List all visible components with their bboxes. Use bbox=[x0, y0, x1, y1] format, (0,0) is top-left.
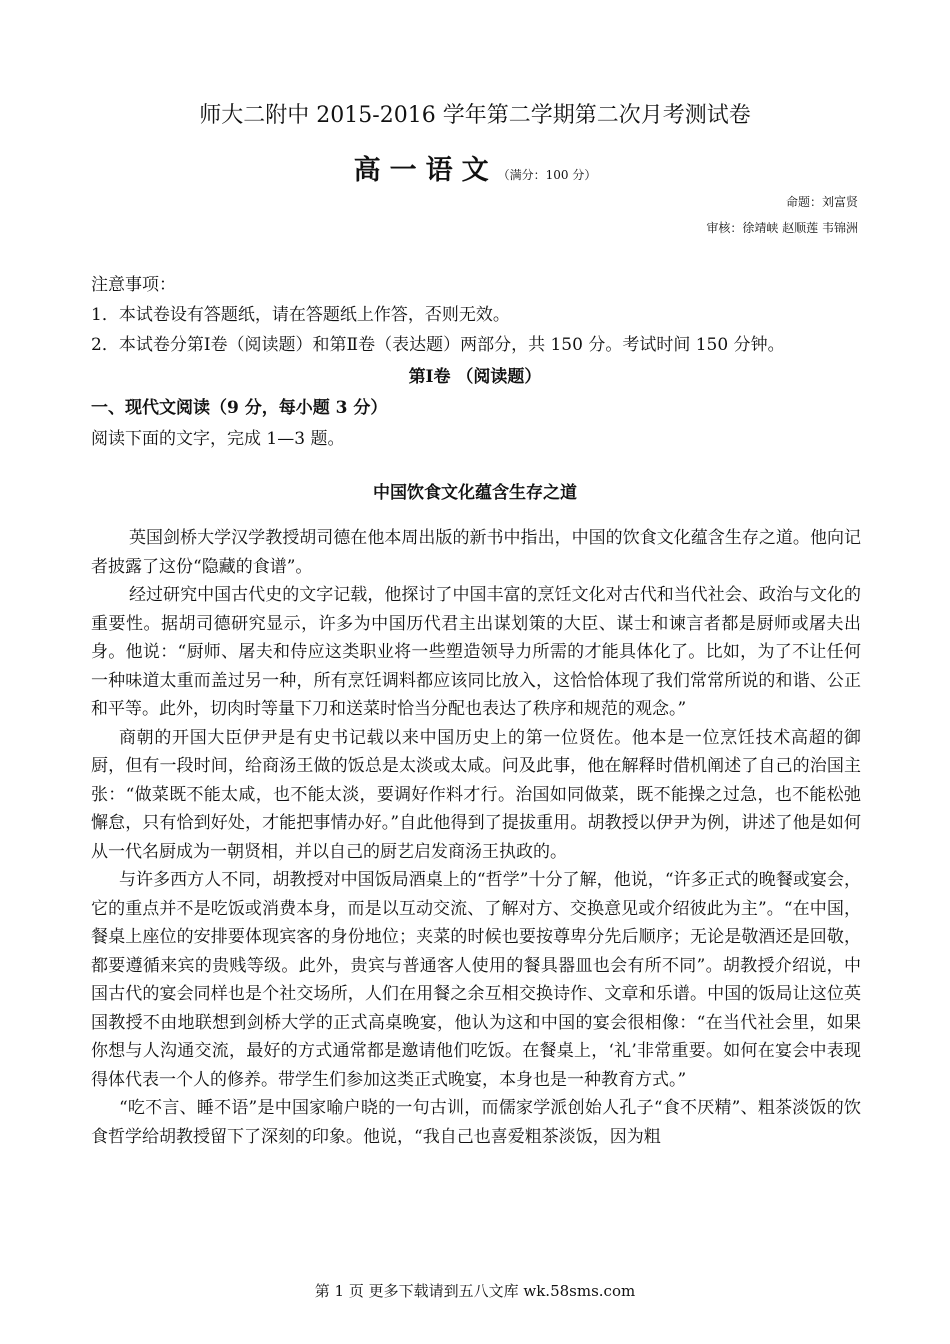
score-note: （满分：100 分） bbox=[497, 168, 597, 182]
reviewer-line: 审核：徐靖峡 赵顺莲 韦锦洲 bbox=[706, 221, 858, 235]
article-paragraph: 英国剑桥大学汉学教授胡司德在他本周出版的新书中指出，中国的饮食文化蕴含生存之道。他向记者披露了这份“隐藏的食谱”。 bbox=[91, 528, 861, 577]
section-instruction: 阅读下面的文字，完成 1—3 题。 bbox=[91, 429, 345, 449]
article-paragraph: 商朝的开国大臣伊尹是有史书记载以来中国历史上的第一位贤佐。他本是一位烹饪技术高超的御厨，但有一段时间，给商汤王做的饭总是太淡或太咸。问及此事，他在解释时借机阐述了自己的治国主张：“做菜既不能太咸，也不能太淡，要调好作料才行。治国如同做菜，既不能操之过急，也不能松弛懈怠，只有恰到好处，才能把事情办好。”自此他得到了提拔重用。胡教授以伊尹为例，讲述了他是如何从一代名厨成为一朝贤相，并以自己的厨艺启发商汤王执政的。 bbox=[91, 727, 861, 862]
author-line: 命题：刘富贤 bbox=[785, 195, 858, 209]
article-title: 中国饮食文化蕴含生存之道 bbox=[373, 483, 577, 503]
volume-title: 第Ⅰ卷 （阅读题） bbox=[408, 367, 542, 387]
exam-title: 师大二附中 2015-2016 学年第二学期第二次月考测试卷 bbox=[199, 103, 751, 128]
page-footer: 第 1 页 更多下载请到五八文库 wk.58sms.com bbox=[314, 1282, 636, 1300]
article-paragraph: “吃不言、睡不语”是中国家喻户晓的一句古训，而儒家学派创始人孔子“食不厌精”、粗茶淡饭的饮食哲学给胡教授留下了深刻的印象。他说，“我自己也喜爱粗茶淡饭，因为粗 bbox=[91, 1098, 861, 1147]
notes-heading: 注意事项： bbox=[91, 275, 176, 295]
subject-name: 高一语文 bbox=[353, 155, 498, 186]
section-heading: 一、现代文阅读（9 分，每小题 3 分） bbox=[91, 398, 388, 418]
article-paragraph: 经过研究中国古代史的文字记载，他探讨了中国丰富的烹饪文化对古代和当代社会、政治与文化的重要性。据胡司德研究显示，许多为中国历代君主出谋划策的大臣、谋士和谏言者都是厨师或屠夫出身。他说：“厨师、屠夫和侍应这类职业将一些塑造领导力所需的才能具体化了。比如，为了不让任何一种味道太重而盖过另一种，所有烹饪调料都应该同比放入，这恰恰体现了我们常常所说的和谐、公正和平等。此外，切肉时等量下刀和送菜时恰当分配也表达了秩序和规范的观念。” bbox=[91, 585, 861, 719]
notes-item: 1．本试卷设有答题纸，请在答题纸上作答，否则无效。 bbox=[91, 305, 510, 325]
notes-section bbox=[91, 270, 861, 360]
article-body bbox=[91, 524, 861, 1151]
notes-item: 2．本试卷分第Ⅰ卷（阅读题）和第Ⅱ卷（表达题）两部分，共 150 分。考试时间 150 分钟。 bbox=[91, 335, 785, 355]
subject-line bbox=[0, 148, 950, 187]
article-paragraph: 与许多西方人不同，胡教授对中国饭局酒桌上的“哲学”十分了解，他说，“许多正式的晚餐或宴会，它的重点并不是吃饭或消费本身，而是以互动交流、了解对方、交换意见或介绍彼此为主”。“在中国，餐桌上座位的安排要体现宾客的身份地位；夹菜的时候也要按尊卑分先后顺序；无论是敬酒还是回敬，都要遵循来宾的贵贱等级。此外，贵宾与普通客人使用的餐具器皿也会有所不同”。胡教授介绍说，中国古代的宴会同样也是个社交场所，人们在用餐之余互相交换诗作、文章和乐谱。中国的饭局让这位英国教授不由地联想到剑桥大学的正式高桌晚宴，他认为这和中国的宴会很相像：“在当代社会里，如果你想与人沟通交流，最好的方式通常都是邀请他们吃饭。在餐桌上，‘礼’非常重要。如何在宴会中表现得体代表一个人的修养。带学生们参加这类正式晚宴，本身也是一种教育方式。” bbox=[91, 870, 861, 1090]
